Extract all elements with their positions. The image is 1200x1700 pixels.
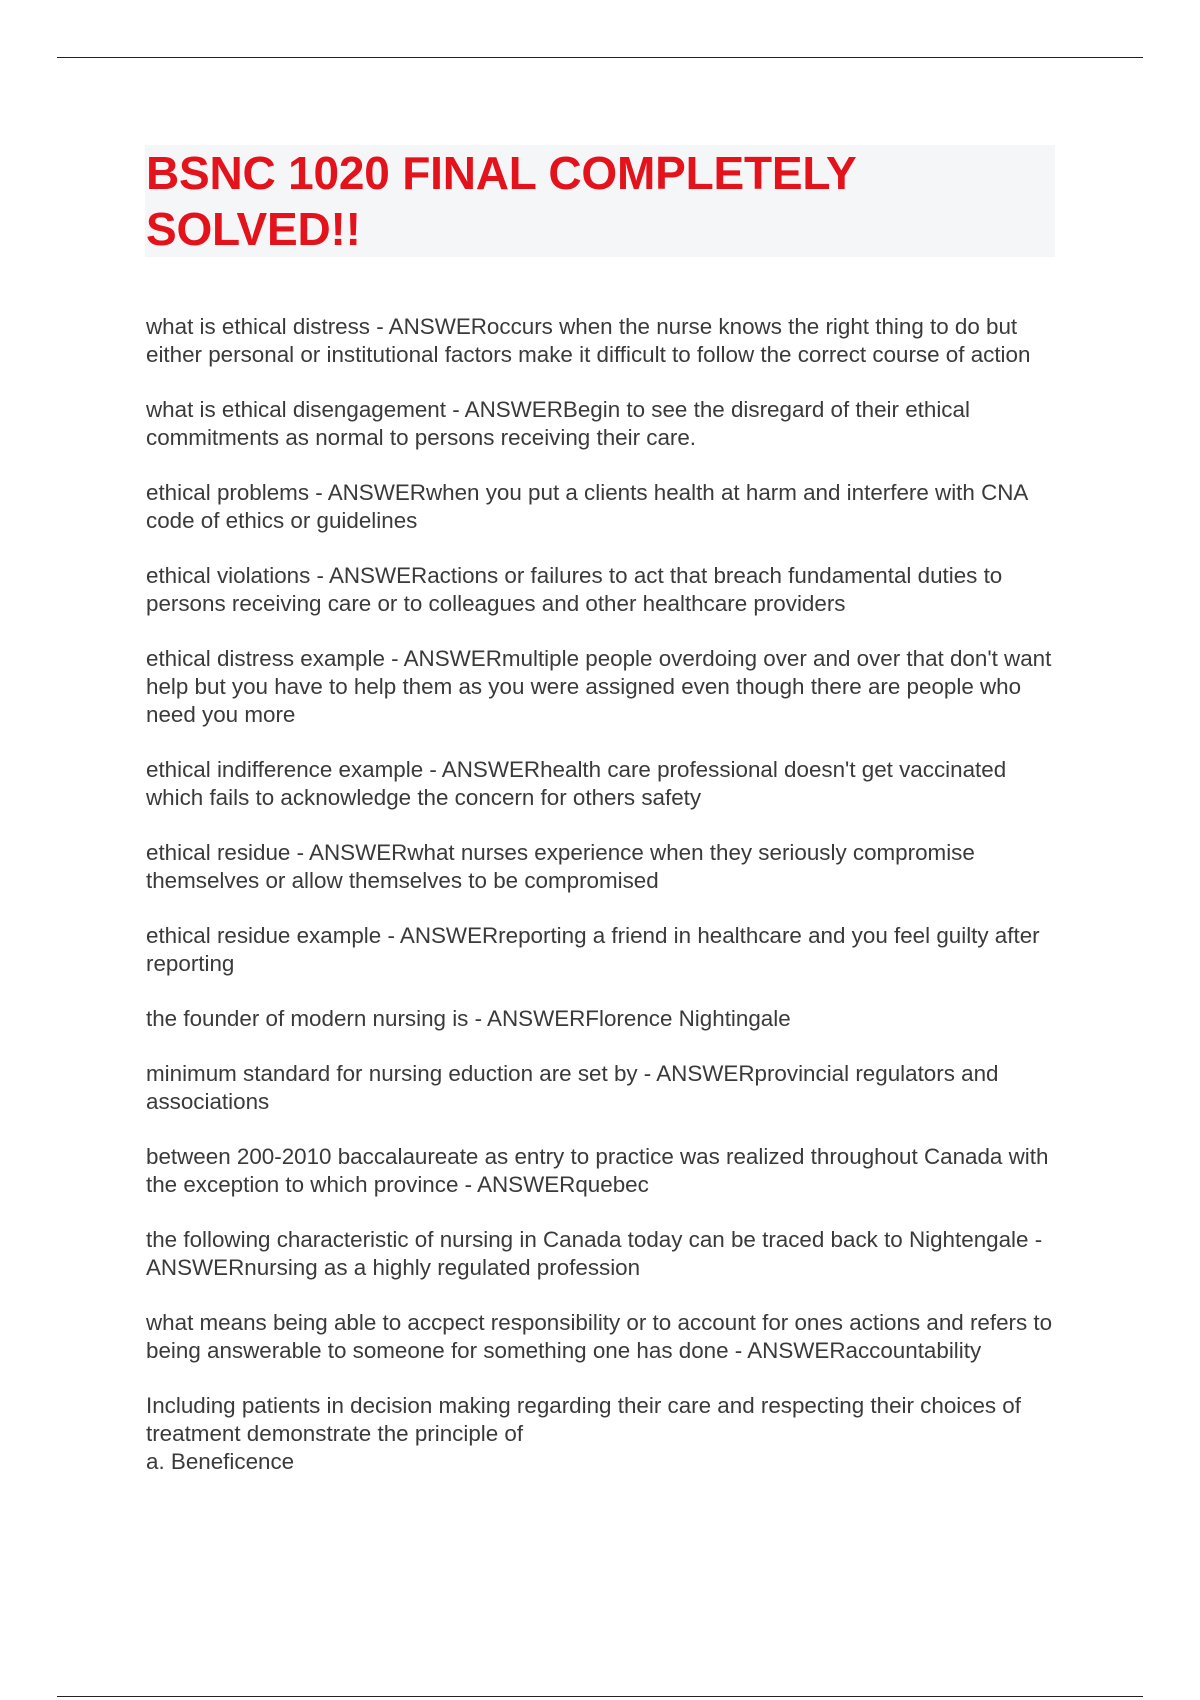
qa-item: the founder of modern nursing is - ANSWERFlorence Nightingale xyxy=(146,1006,791,1031)
top-rule xyxy=(57,57,1143,58)
document-title: BSNC 1020 FINAL COMPLETELY SOLVED!! xyxy=(146,147,856,255)
qa-item: ethical distress example - ANSWERmultiple people overdoing over and over that don't want help but you have to help them as you were assigned even though there are people who need you more xyxy=(146,646,1052,727)
qa-item: Including patients in decision making regarding their care and respecting their choices of treatment demonstrate the principle of a. Beneficence xyxy=(146,1393,1021,1474)
qa-item: ethical residue example - ANSWERreporting a friend in healthcare and you feel guilty after reporting xyxy=(146,923,1040,976)
qa-item: ethical indifference example - ANSWERhealth care professional doesn't get vaccinated which fails to acknowledge the concern for others safety xyxy=(146,757,1007,810)
qa-item: the following characteristic of nursing in Canada today can be traced back to Nightengale - ANSWERnursing as a highly regulated profession xyxy=(146,1227,1043,1280)
qa-item: ethical residue - ANSWERwhat nurses experience when they seriously compromise themselves or allow themselves to be compromised xyxy=(146,840,975,893)
qa-item: what means being able to accpect responsibility or to account for ones actions and refers to being answerable to someone for something one has done - ANSWERaccountability xyxy=(146,1310,1053,1363)
qa-item: between 200-2010 baccalaureate as entry to practice was realized throughout Canada with the exception to which province - ANSWERquebec xyxy=(146,1144,1049,1197)
bottom-rule xyxy=(57,1696,1143,1697)
qa-list xyxy=(146,313,1066,1503)
qa-item: what is ethical disengagement - ANSWERBegin to see the disregard of their ethical commitments as normal to persons receiving their care. xyxy=(146,397,970,450)
qa-item: what is ethical distress - ANSWERoccurs when the nurse knows the right thing to do but either personal or institutional factors make it difficult to follow the correct course of action xyxy=(146,314,1031,367)
qa-item: ethical problems - ANSWERwhen you put a clients health at harm and interfere with CNA code of ethics or guidelines xyxy=(146,480,1028,533)
qa-item: ethical violations - ANSWERactions or failures to act that breach fundamental duties to persons receiving care or to colleagues and other healthcare providers xyxy=(146,563,1003,616)
qa-item: minimum standard for nursing eduction are set by - ANSWERprovincial regulators and associations xyxy=(146,1061,999,1114)
